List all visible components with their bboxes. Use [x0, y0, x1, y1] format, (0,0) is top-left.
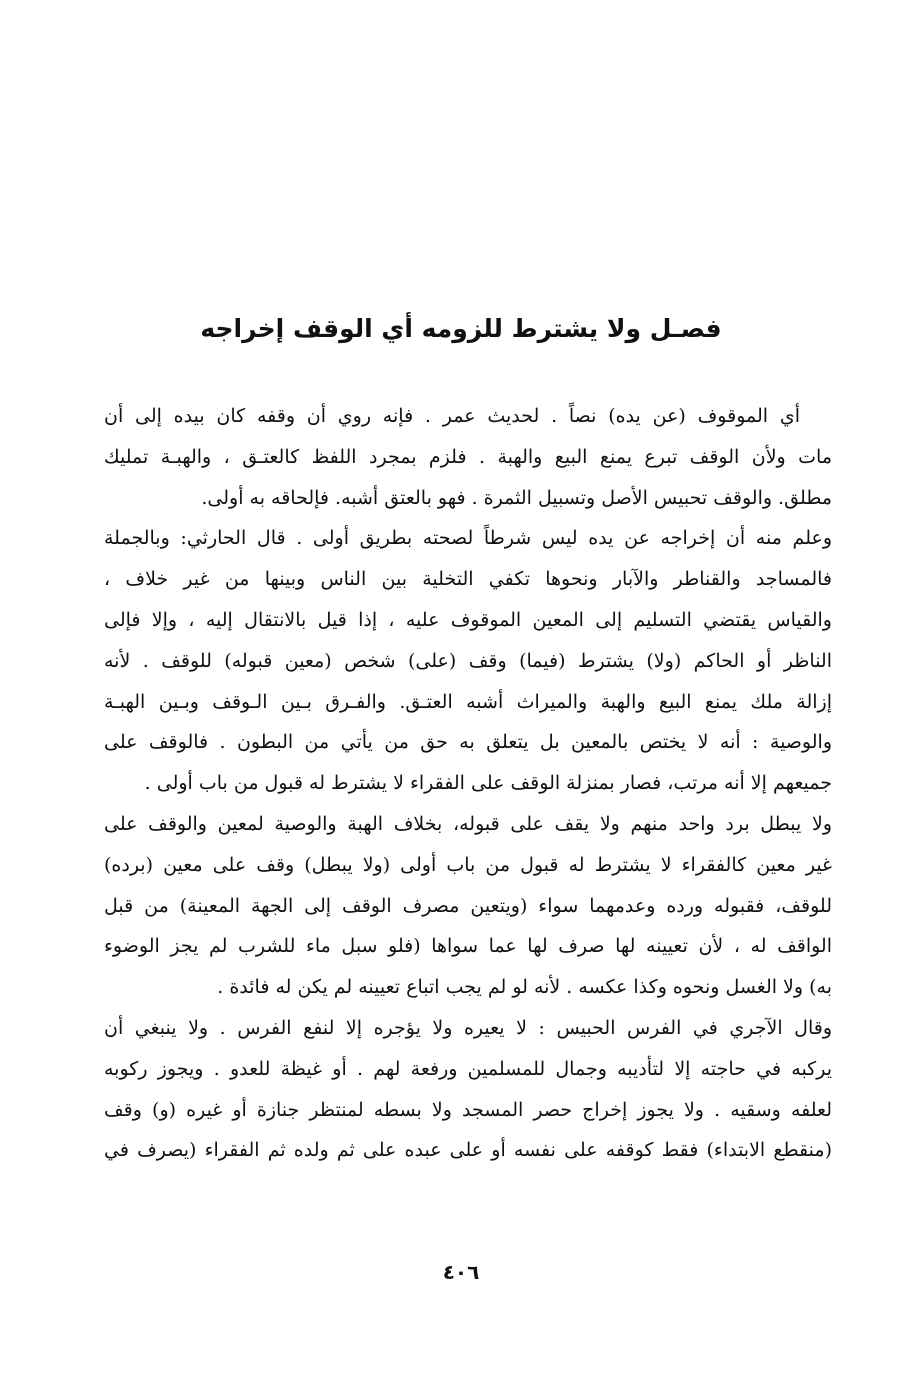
text-line: مات ولأن الوقف تبرع يمنع البيع والهبة . فلزم بمجرد اللفظ كالعتـق ، والهبـة تمليك	[104, 445, 832, 468]
body-text	[104, 396, 832, 1171]
page-number: ٤٠٦	[442, 1260, 480, 1284]
text-line: يركبه في حاجته إلا لتأديبه وجمال للمسلمين ورفعة لهم . أو غيظة للعدو . ويجوز ركوبه	[104, 1057, 832, 1080]
text-line: والوصية : أنه لا يختص بالمعين بل يتعلق به حق من يأتي من البطون . فالوقف على	[104, 731, 832, 754]
text-line: (منقطع الابتداء) فقط كوقفه على نفسه أو على عبده على ثم ولده ثم الفقراء (يصرف في	[104, 1139, 832, 1162]
text-line: فالمساجد والقناطر والآبار ونحوها تكفي التخلية بين الناس وبينها من غير خلاف ،	[104, 568, 832, 591]
text-line: أي الموقوف (عن يده) نصاً . لحديث عمر . فإنه روي أن وقفه كان بيده إلى أن	[104, 405, 800, 427]
text-line: الواقف له ، لأن تعيينه لها صرف لها عما سواها (فلو سبل ماء للشرب لم يجز الوضوء	[104, 935, 832, 958]
text-line: والقياس يقتضي التسليم إلى المعين الموقوف عليه ، إذا قيل بالانتقال إليه ، وإلا فإلى	[104, 608, 832, 631]
text-line: وعلم منه أن إخراجه عن يده ليس شرطاً لصحته بطريق أولى . قال الحارثي: وبالجملة	[104, 527, 832, 550]
text-line: ولا يبطل برد واحد منهم ولا يقف على قبوله، بخلاف الهبة والوصية لمعين والوقف على	[104, 812, 832, 835]
text-line: إزالة ملك يمنع البيع والهبة والميراث أشبه العتـق. والفـرق بـين الـوقف وبـين الهبـة	[104, 690, 832, 713]
text-line: للوقف، فقبوله ورده وعدمهما سواء (ويتعين مصرف الوقف إلى الجهة المعينة) من قبل	[104, 894, 832, 917]
text-line: وقال الآجري في الفرس الحبيس : لا يعيره ولا يؤجره إلا لنفع الفرس . ولا ينبغي أن	[104, 1016, 832, 1039]
section-heading: فصـل ولا يشترط للزومه أي الوقف إخراجه	[200, 314, 722, 343]
text-line: به) ولا الغسل ونحوه وكذا عكسه . لأنه لو لم يجب اتباع تعيينه لم يكن له فائدة .	[217, 976, 832, 999]
text-line: جميعهم إلا أنه مرتب، فصار بمنزلة الوقف على الفقراء لا يشترط له قبول من باب أولى .	[144, 772, 832, 795]
text-line: الناظر أو الحاكم (ولا) يشترط (فيما) وقف (على) شخص (معين قبوله) للوقف . لأنه	[104, 649, 832, 672]
text-line: مطلق. والوقف تحبيس الأصل وتسبيل الثمرة . فهو بالعتق أشبه. فإلحاقه به أولى.	[201, 486, 832, 509]
text-line: لعلفه وسقيه . ولا يجوز إخراج حصر المسجد ولا بسطه لمنتظر جنازة أو غيره (و) وقف	[104, 1098, 832, 1121]
text-line: غير معين كالفقراء لا يشترط له قبول من باب أولى (ولا يبطل) وقف على معين (برده)	[104, 853, 832, 876]
